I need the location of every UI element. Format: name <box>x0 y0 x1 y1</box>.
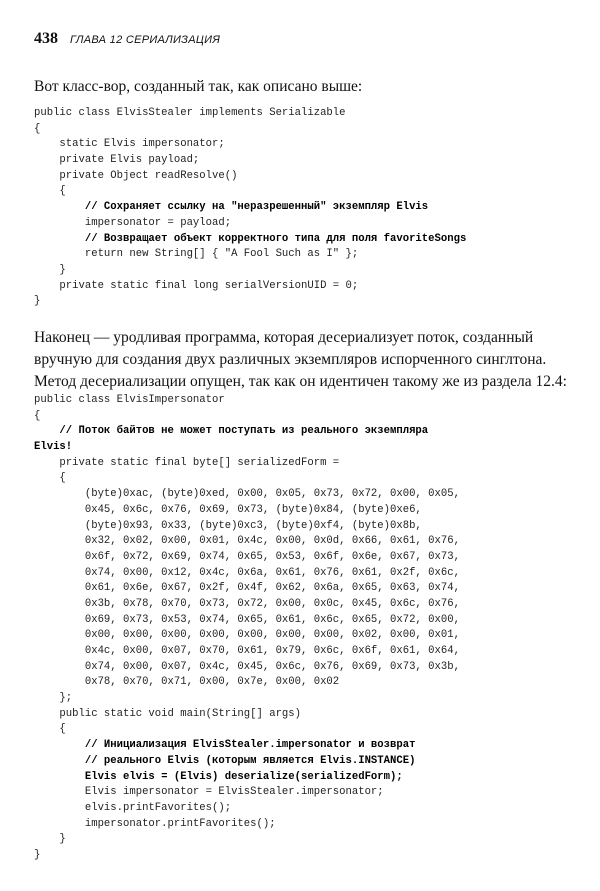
code-line: }; <box>34 692 73 705</box>
code-line: 0x78, 0x70, 0x71, 0x00, 0x7e, 0x00, 0x02 <box>34 676 340 689</box>
code-line: 0x69, 0x73, 0x53, 0x74, 0x65, 0x61, 0x6c, 0x65, 0x72, 0x00, <box>34 613 460 626</box>
chapter-title: ГЛАВА 12 СЕРИАЛИЗАЦИЯ <box>70 34 221 46</box>
code-line: 0x74, 0x00, 0x07, 0x4c, 0x45, 0x6c, 0x76, 0x69, 0x73, 0x3b, <box>34 660 460 673</box>
code-line: elvis.printFavorites(); <box>34 801 232 814</box>
code-line: public class ElvisStealer implements Serializable <box>34 107 346 119</box>
code-line: // реального Elvis (которым является Elvis.INSTANCE) <box>34 754 416 767</box>
code-line: // Поток байтов не может поступать из реального экземпляра <box>34 425 429 438</box>
code-line: // Сохраняет ссылку на "неразрешенный" экземпляр Elvis <box>34 201 429 214</box>
code-line: impersonator.printFavorites(); <box>34 817 276 830</box>
code-line: (byte)0xac, (byte)0xed, 0x00, 0x05, 0x73, 0x72, 0x00, 0x05, <box>34 488 460 501</box>
code-line: // Инициализация ElvisStealer.impersonator и возврат <box>34 739 416 752</box>
code-line: (byte)0x93, 0x33, (byte)0xc3, (byte)0xf4, (byte)0x8b, <box>34 519 422 532</box>
code-line: 0x3b, 0x78, 0x70, 0x73, 0x72, 0x00, 0x0c, 0x45, 0x6c, 0x76, <box>34 597 460 610</box>
code-line: private Elvis payload; <box>34 154 200 167</box>
code-line: public class ElvisImpersonator <box>34 394 225 406</box>
code-line: private Object readResolve() <box>34 169 238 182</box>
code-line: static Elvis impersonator; <box>34 138 225 151</box>
page-number: 438 <box>34 30 58 47</box>
intro-paragraph: Вот класс-вор, созданный так, как описано выше: <box>34 78 363 95</box>
code-line: { <box>34 409 41 422</box>
code-line: { <box>34 122 41 135</box>
code-block-elvis-impersonator <box>34 393 460 864</box>
code-line: Elvis elvis = (Elvis) deserialize(serializedForm); <box>34 770 403 783</box>
code-line: private static final long serialVersionUID = 0; <box>34 279 359 292</box>
code-line: } <box>34 295 41 308</box>
code-line: } <box>34 848 41 861</box>
code-line: return new String[] { "A Fool Such as I" }; <box>34 248 359 261</box>
code-line: Elvis impersonator = ElvisStealer.impersonator; <box>34 786 384 799</box>
code-line: 0x00, 0x00, 0x00, 0x00, 0x00, 0x00, 0x00, 0x02, 0x00, 0x01, <box>34 629 460 642</box>
code-line: 0x74, 0x00, 0x12, 0x4c, 0x6a, 0x61, 0x76, 0x61, 0x2f, 0x6c, <box>34 566 460 579</box>
code-line: impersonator = payload; <box>34 216 232 229</box>
code-line: Elvis! <box>34 441 73 454</box>
page-header <box>34 30 220 54</box>
code-line: 0x61, 0x6e, 0x67, 0x2f, 0x4f, 0x62, 0x6a, 0x65, 0x63, 0x74, <box>34 582 460 595</box>
code-line: } <box>34 263 66 276</box>
code-line: { <box>34 723 66 736</box>
code-block-elvis-stealer <box>34 106 466 310</box>
code-line: 0x6f, 0x72, 0x69, 0x74, 0x65, 0x53, 0x6f, 0x6e, 0x67, 0x73, <box>34 550 460 563</box>
code-line: } <box>34 833 66 846</box>
code-line: { <box>34 472 66 485</box>
code-line: // Возвращает объект корректного типа для поля favoriteSongs <box>34 232 467 245</box>
code-line: 0x32, 0x02, 0x00, 0x01, 0x4c, 0x00, 0x0d, 0x66, 0x61, 0x76, <box>34 535 460 548</box>
code-line: 0x4c, 0x00, 0x07, 0x70, 0x61, 0x79, 0x6c, 0x6f, 0x61, 0x64, <box>34 645 460 657</box>
code-line: 0x45, 0x6c, 0x76, 0x69, 0x73, (byte)0x84, (byte)0xe6, <box>34 503 422 516</box>
code-line: private static final byte[] serializedForm = <box>34 456 340 469</box>
code-line: public static void main(String[] args) <box>34 707 302 720</box>
code-line: { <box>34 185 66 198</box>
second-paragraph: Наконец — уродливая программа, которая десериализует поток, созданный вручную для создания двух различных экземпляров испорченного синглтона. Метод десериализации опущен, так как он идентичен такому же из раздела 12.4: <box>34 329 567 390</box>
